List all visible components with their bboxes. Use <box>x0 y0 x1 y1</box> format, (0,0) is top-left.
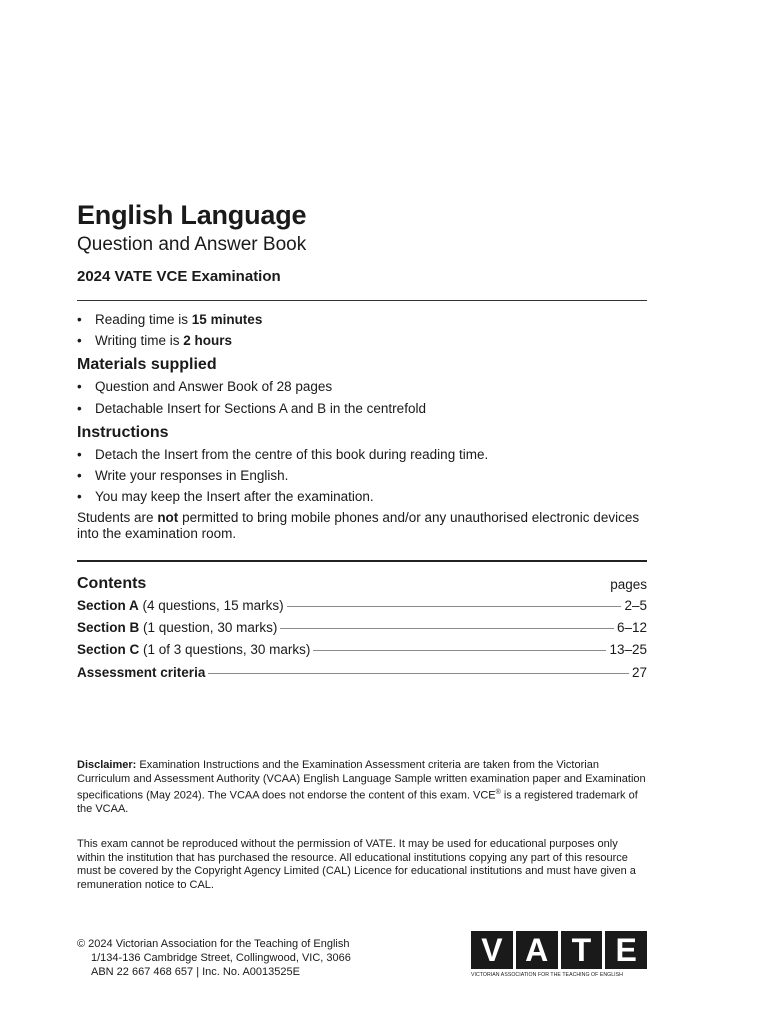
dot-leader <box>287 606 622 607</box>
contents-pages: 13–25 <box>609 642 647 657</box>
contents-heading: Contents <box>77 575 147 592</box>
materials-heading: Materials supplied <box>77 356 217 373</box>
vate-logo <box>471 931 647 978</box>
contents-section: Assessment criteria <box>77 665 206 680</box>
bullet: • <box>77 379 82 394</box>
copyright-notice: This exam cannot be reproduced without the permission of VATE. It may be used for educational purposes only within the institution that has purchased the resource. All educational institutions copying any part of this resource must be covered by the Copyright Agency Limited (CAL) Licence for educational institutions and must have given a remuneration notice to CAL. <box>77 838 636 891</box>
contents-detail: (1 question, 30 marks) <box>139 620 278 635</box>
logo-letter: V <box>471 931 513 969</box>
list-item-text: You may keep the Insert after the examination. <box>95 489 374 504</box>
contents-section: Section A <box>77 598 139 613</box>
writing-time <box>77 333 232 348</box>
logo-letter: E <box>605 931 647 969</box>
contents-detail: (1 of 3 questions, 30 marks) <box>139 642 311 657</box>
notice-emphasis: not <box>157 510 179 525</box>
contents-row <box>77 642 647 657</box>
page-title: English Language <box>77 200 307 230</box>
list-item-text: Question and Answer Book of 28 pages <box>95 379 333 394</box>
reading-time-value: 15 minutes <box>191 312 263 327</box>
bullet: • <box>77 447 82 462</box>
disclaimer <box>77 759 647 817</box>
list-item <box>77 489 374 504</box>
list-item-text: Detach the Insert from the centre of this book during reading time. <box>95 447 489 462</box>
contents-section: Section B <box>77 620 140 635</box>
contents-header <box>77 575 647 593</box>
contents-row <box>77 620 647 635</box>
contents-pages: 2–5 <box>624 598 647 613</box>
page-subtitle: Question and Answer Book <box>77 234 307 255</box>
writing-time-value: 2 hours <box>183 333 233 348</box>
bullet: • <box>77 312 82 327</box>
list-item <box>77 401 426 416</box>
disclaimer-label: Disclaimer: <box>77 759 137 771</box>
list-item-text: Write your responses in English. <box>95 468 289 483</box>
contents-section: Section C <box>77 642 140 657</box>
divider <box>77 560 647 562</box>
contents-row <box>77 598 647 613</box>
dot-leader <box>208 673 629 674</box>
dot-leader <box>313 650 606 651</box>
pages-label: pages <box>610 577 647 592</box>
contents-row <box>77 665 647 680</box>
address-line: 1/134-136 Cambridge Street, Collingwood, VIC, 3066 <box>91 952 351 964</box>
notice-text: permitted to bring mobile phones and/or any unauthorised electronic devices into the examination room. <box>77 510 640 541</box>
bullet: • <box>77 489 82 504</box>
exam-name: 2024 VATE VCE Examination <box>77 268 281 285</box>
disclaimer-text: is a registered trademark of the VCAA. <box>77 789 638 816</box>
bullet: • <box>77 401 82 416</box>
bullet: • <box>77 333 82 348</box>
instructions-heading: Instructions <box>77 424 169 441</box>
logo-letter: T <box>561 931 603 969</box>
writing-time-label: Writing time is <box>95 333 184 348</box>
copyright-line: © 2024 Victorian Association for the Teaching of English <box>77 938 350 950</box>
logo-letter: A <box>516 931 558 969</box>
logo-letters <box>471 931 647 969</box>
reading-time-label: Reading time is <box>95 312 192 327</box>
disclaimer-text: Examination Instructions and the Examination Assessment criteria are taken from the Victorian Curriculum and Assessment Authority (VCAA) English Language Sample written examination paper and Examination specifications (May 2024). The VCAA does not endorse the content of this exam. VCE <box>77 759 646 802</box>
abn-line: ABN 22 667 468 657 | Inc. No. A0013525E <box>91 966 300 978</box>
notice-text: Students are <box>77 510 158 525</box>
dot-leader <box>280 628 614 629</box>
bullet: • <box>77 468 82 483</box>
list-item-text: Detachable Insert for Sections A and B in the centrefold <box>95 401 426 416</box>
logo-tagline: VICTORIAN ASSOCIATION FOR THE TEACHING OF ENGLISH <box>471 972 623 978</box>
contents-pages: 27 <box>631 665 647 680</box>
list-item <box>77 447 488 462</box>
divider <box>77 300 647 301</box>
contents-pages: 6–12 <box>616 620 647 635</box>
devices-notice <box>77 510 647 542</box>
list-item <box>77 379 332 394</box>
reading-time <box>77 312 262 327</box>
publisher-footer <box>77 937 351 979</box>
list-item <box>77 468 288 483</box>
registered-mark: ® <box>495 789 501 796</box>
contents-detail: (4 questions, 15 marks) <box>138 598 284 613</box>
